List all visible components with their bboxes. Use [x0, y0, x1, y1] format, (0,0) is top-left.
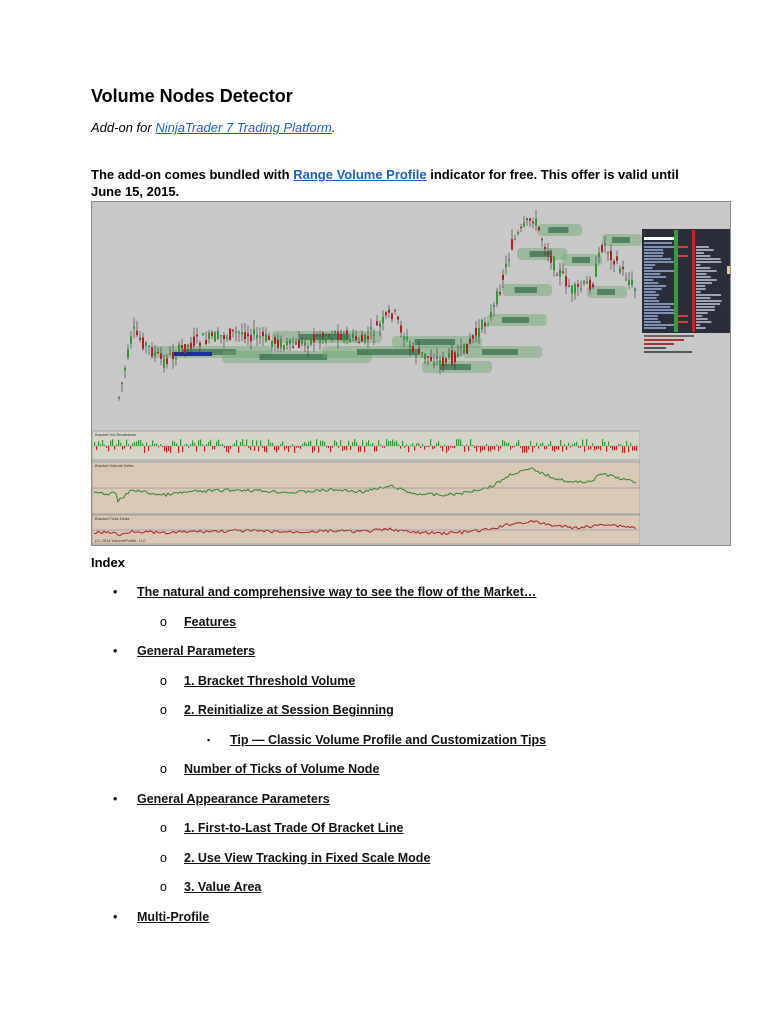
- toc-link[interactable]: 1. Bracket Threshold Volume: [184, 674, 356, 688]
- chart-screenshot: [91, 201, 731, 546]
- profile-ladder: [642, 229, 730, 333]
- bullet-icon: •: [113, 792, 118, 806]
- bullet-icon: •: [113, 585, 118, 599]
- panel-label-1: Bracket Vol Breakdown: [95, 432, 137, 437]
- toc-link[interactable]: The natural and comprehensive way to see the flow of the Market…: [137, 585, 537, 599]
- subtitle: [91, 120, 335, 135]
- bullet-icon: o: [160, 821, 167, 835]
- intro-prefix: The add-on comes bundled with: [91, 167, 294, 182]
- bullet-icon: o: [160, 674, 167, 688]
- toc-link[interactable]: 1. First-to-Last Trade Of Bracket Line: [184, 821, 404, 835]
- bullet-icon: ▪: [207, 735, 211, 745]
- panel-label-2: Bracket Volume Delta: [95, 463, 134, 468]
- subtitle-suffix: .: [331, 120, 336, 135]
- toc-link[interactable]: General Appearance Parameters: [137, 792, 330, 806]
- page-title: Volume Nodes Detector: [91, 86, 293, 106]
- toc-link[interactable]: Features: [184, 615, 237, 629]
- subtitle-prefix: Add-on for: [91, 120, 156, 135]
- toc-link[interactable]: General Parameters: [137, 644, 256, 658]
- toc-link[interactable]: 3. Value Area: [184, 880, 262, 894]
- toc-link[interactable]: 2. Reinitialize at Session Beginning: [184, 703, 394, 717]
- panel-label-3: Bracket Ticks Delta: [95, 516, 130, 521]
- bullet-icon: o: [160, 851, 167, 865]
- bullet-icon: o: [160, 762, 167, 776]
- bullet-icon: o: [160, 703, 167, 717]
- bullet-icon: •: [113, 910, 118, 924]
- toc-link[interactable]: Tip — Classic Volume Profile and Customization Tips: [230, 733, 547, 747]
- range-volume-profile-link[interactable]: Range Volume Profile: [293, 167, 427, 182]
- toc-link[interactable]: 2. Use View Tracking in Fixed Scale Mode: [184, 851, 431, 865]
- toc-link[interactable]: Multi-Profile: [137, 910, 210, 924]
- intro-suffix: indicator for free. This offer is valid until June 15, 2015.: [91, 167, 679, 199]
- ninjatrader-link[interactable]: NinjaTrader 7 Trading Platform: [155, 120, 332, 135]
- index-heading: Index: [91, 555, 125, 570]
- bullet-icon: •: [113, 644, 118, 658]
- chart-image: [92, 202, 730, 545]
- bullet-icon: o: [160, 880, 167, 894]
- intro-paragraph: [91, 166, 681, 200]
- bullet-icon: o: [160, 615, 167, 629]
- chart-footer: (C) 2014 VolumeProfile, LLC: [95, 538, 146, 543]
- toc-link[interactable]: Number of Ticks of Volume Node: [184, 762, 380, 776]
